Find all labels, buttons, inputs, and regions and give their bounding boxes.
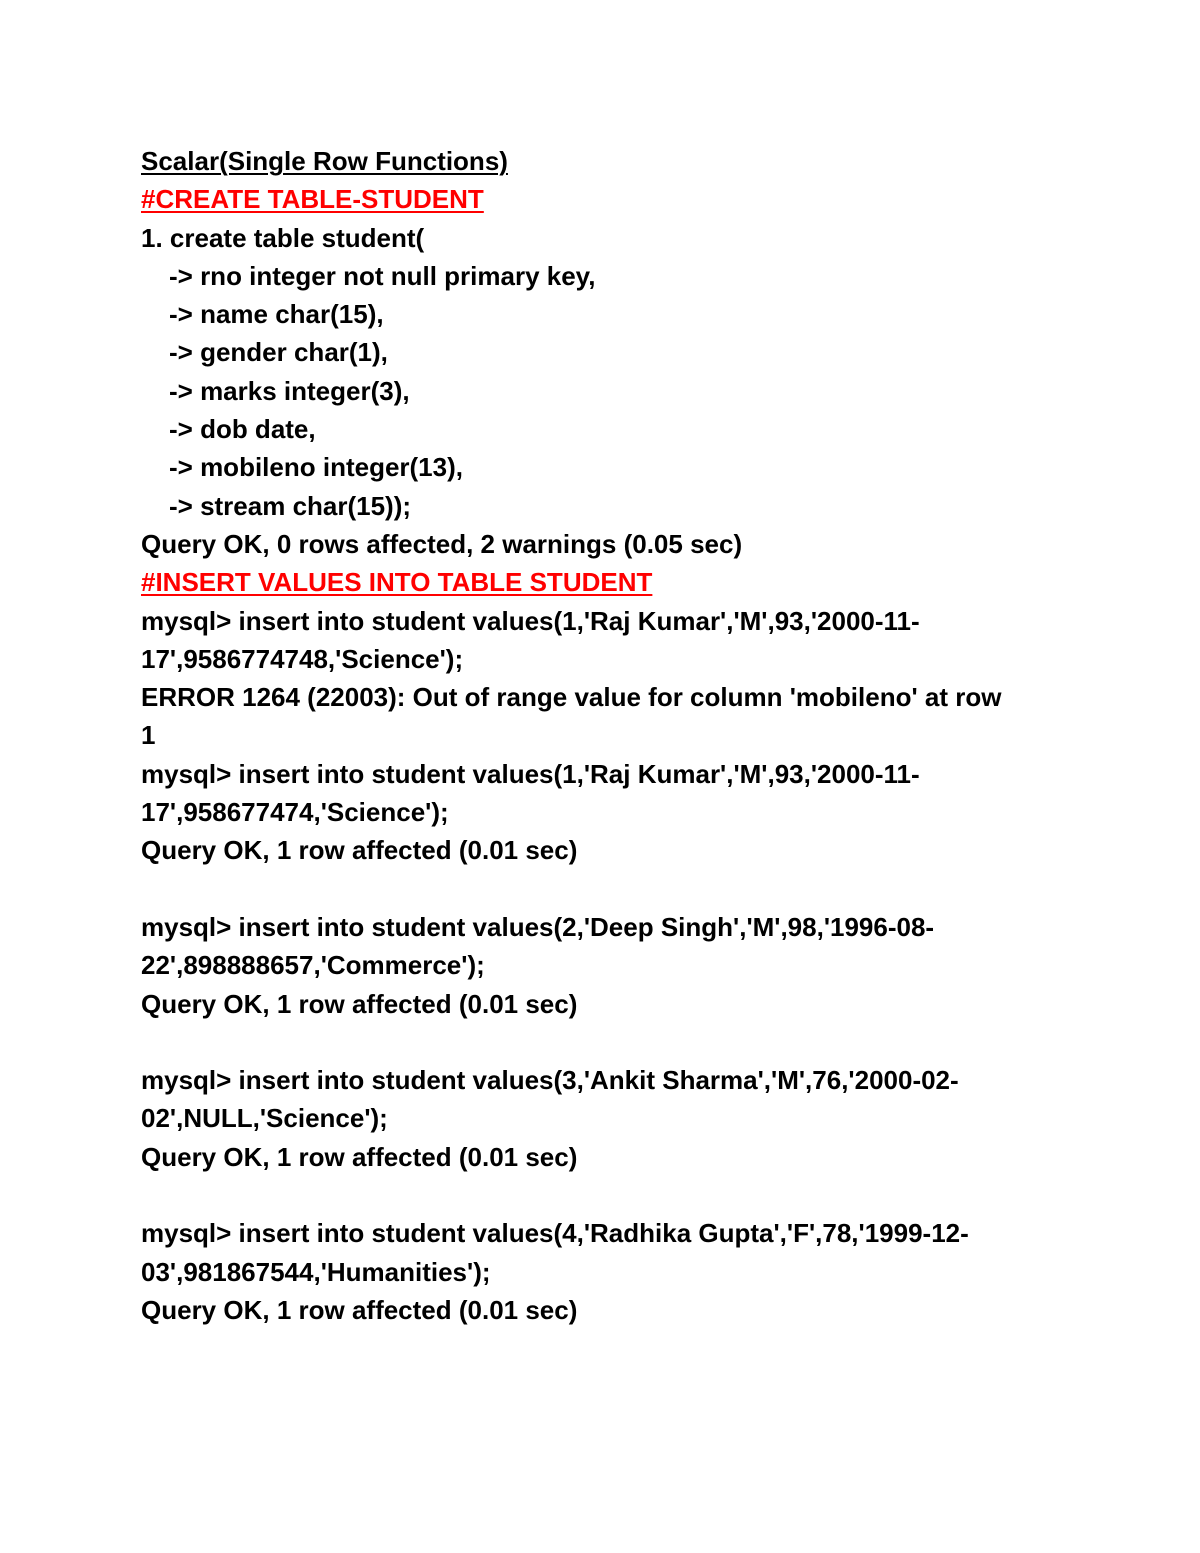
query-result: Query OK, 1 row affected (0.01 sec) <box>141 1141 578 1172</box>
column-definition: -> gender char(1), <box>169 337 388 368</box>
column-definition: -> rno integer not null primary key, <box>169 260 596 291</box>
insert-statement-continued: 03',981867544,'Humanities'); <box>141 1256 491 1287</box>
document-title: Scalar(Single Row Functions) <box>141 146 508 176</box>
create-table-result: Query OK, 0 rows affected, 2 warnings (0.05 sec) <box>141 528 743 559</box>
insert-statement: mysql> insert into student values(4,'Radhika Gupta','F',78,'1999-12- <box>141 1218 969 1249</box>
document-page <box>141 142 1081 1329</box>
column-definition: -> dob date, <box>169 414 316 445</box>
query-result: Query OK, 1 row affected (0.01 sec) <box>141 1294 578 1325</box>
insert-statement: mysql> insert into student values(1,'Raj Kumar','M',93,'2000-11- <box>141 605 920 636</box>
insert-statement: mysql> insert into student values(2,'Deep Singh','M',98,'1996-08- <box>141 911 935 942</box>
insert-statement: mysql> insert into student values(3,'Ankit Sharma','M',76,'2000-02- <box>141 1065 959 1096</box>
query-result: Query OK, 1 row affected (0.01 sec) <box>141 835 578 866</box>
create-table-heading: #CREATE TABLE-STUDENT <box>141 184 484 215</box>
insert-values-heading: #INSERT VALUES INTO TABLE STUDENT <box>141 567 653 598</box>
error-message: ERROR 1264 (22003): Out of range value for column 'mobileno' at row <box>141 682 1002 713</box>
column-definition: -> name char(15), <box>169 299 384 330</box>
insert-statement-continued: 17',9586774748,'Science'); <box>141 643 464 674</box>
create-table-statement: 1. create table student( <box>141 222 425 253</box>
insert-statement-continued: 22',898888657,'Commerce'); <box>141 950 485 981</box>
query-result: Query OK, 1 row affected (0.01 sec) <box>141 988 578 1019</box>
column-definition: -> marks integer(3), <box>169 375 410 406</box>
column-definition: -> stream char(15)); <box>169 490 412 521</box>
insert-statement: mysql> insert into student values(1,'Raj Kumar','M',93,'2000-11- <box>141 758 920 789</box>
insert-statement-continued: 02',NULL,'Science'); <box>141 1103 388 1134</box>
spacer <box>141 870 1081 908</box>
insert-statement-continued: 17',958677474,'Science'); <box>141 797 449 828</box>
spacer <box>141 1023 1081 1061</box>
column-definition: -> mobileno integer(13), <box>169 452 463 483</box>
spacer <box>141 1176 1081 1214</box>
error-message-continued: 1 <box>141 720 156 751</box>
